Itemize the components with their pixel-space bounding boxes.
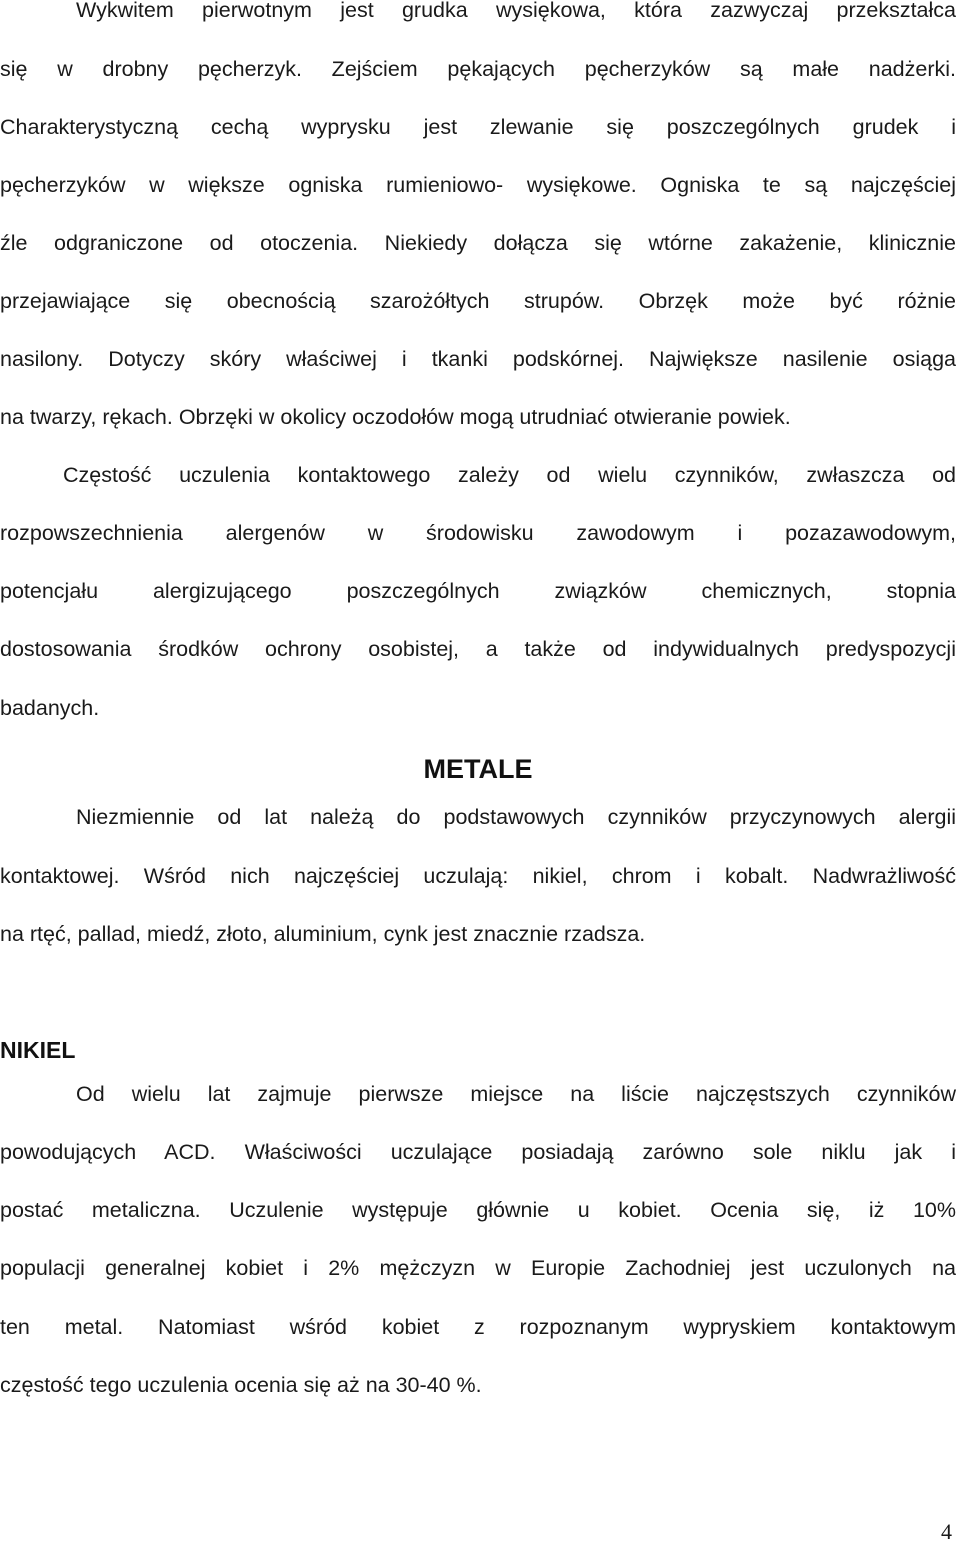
text-line: kontaktowej. Wśród nich najczęściej uczulają: nikiel, chrom i kobalt. Nadwrażliwość bbox=[0, 864, 956, 888]
section-heading-metale: METALE bbox=[423, 754, 533, 784]
text-line: przejawiające się obecnością szarożółtych strupów. Obrzęk może być różnie bbox=[0, 289, 956, 313]
text-line: Charakterystyczną cechą wyprysku jest zlewanie się poszczególnych grudek i bbox=[0, 115, 956, 139]
text-line: pęcherzyków w większe ogniska rumieniowo- wysiękowe. Ogniska te są najczęściej bbox=[0, 173, 956, 197]
text-line: źle odgraniczone od otoczenia. Niekiedy dołącza się wtórne zakażenie, klinicznie bbox=[0, 231, 956, 255]
text-line: rozpowszechnienia alergenów w środowisku zawodowym i pozazawodowym, bbox=[0, 521, 956, 545]
text-line: na rtęć, pallad, miedź, złoto, aluminium, cynk jest znacznie rzadsza. bbox=[0, 922, 646, 946]
text-line: populacji generalnej kobiet i 2% mężczyzn w Europie Zachodniej jest uczulonych na bbox=[0, 1256, 956, 1280]
page-number: 4 bbox=[941, 1519, 952, 1544]
text-line: badanych. bbox=[0, 696, 100, 720]
text-line: się w drobny pęcherzyk. Zejściem pękających pęcherzyków są małe nadżerki. bbox=[0, 57, 956, 81]
text-line: potencjału alergizującego poszczególnych związków chemicznych, stopnia bbox=[0, 579, 956, 603]
text-line: ten metal. Natomiast wśród kobiet z rozpoznanym wypryskiem kontaktowym bbox=[0, 1315, 956, 1339]
text-line: częstość tego uczulenia ocenia się aż na 30-40 %. bbox=[0, 1373, 482, 1397]
text-line: Częstość uczulenia kontaktowego zależy od wielu czynników, zwłaszcza od bbox=[63, 463, 956, 487]
text-line: Wykwitem pierwotnym jest grudka wysiękowa, która zazwyczaj przekształca bbox=[76, 0, 956, 22]
text-line: Niezmiennie od lat należą do podstawowych czynników przyczynowych alergii bbox=[76, 805, 956, 829]
text-line: nasilony. Dotyczy skóry właściwej i tkanki podskórnej. Największe nasilenie osiąga bbox=[0, 347, 956, 371]
text-line: na twarzy, rękach. Obrzęki w okolicy oczodołów mogą utrudniać otwieranie powiek. bbox=[0, 405, 791, 429]
text-line: dostosowania środków ochrony osobistej, a także od indywidualnych predyspozycji bbox=[0, 637, 956, 661]
text-line: postać metaliczna. Uczulenie występuje głównie u kobiet. Ocenia się, iż 10% bbox=[0, 1198, 956, 1222]
text-line: Od wielu lat zajmuje pierwsze miejsce na liście najczęstszych czynników bbox=[76, 1082, 956, 1106]
text-line: powodujących ACD. Właściwości uczulające posiadają zarówno sole niklu jak i bbox=[0, 1140, 956, 1164]
section-heading-nikiel: NIKIEL bbox=[0, 1037, 76, 1063]
